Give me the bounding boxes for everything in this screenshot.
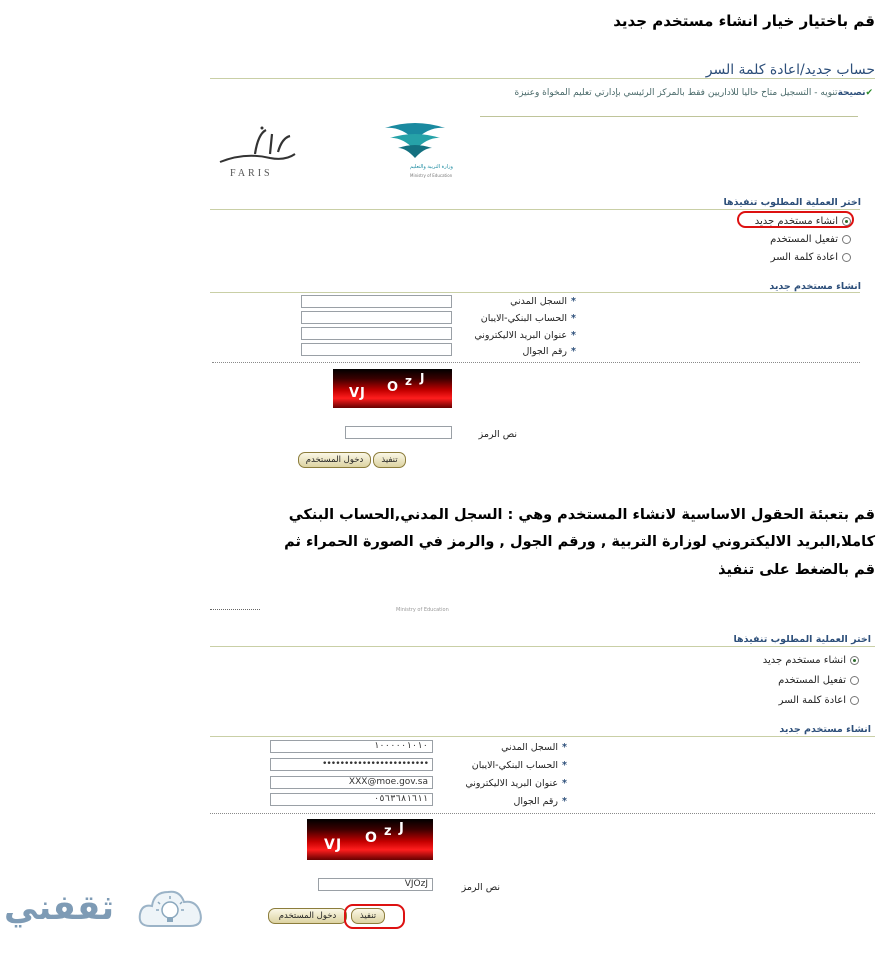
option-reset-password[interactable] — [659, 690, 859, 710]
captcha-char: z — [405, 374, 412, 388]
captcha-image-2 — [307, 819, 433, 860]
instruction-2-line-3: قم بالضغط على تنفيذ — [718, 562, 875, 578]
new-user-section-title-2: انشاء مستخدم جديد — [779, 724, 871, 735]
label-text: رقم الجوال — [522, 346, 568, 357]
option-label: اعادة كلمة السر — [778, 694, 846, 706]
notice — [373, 88, 873, 98]
required-star: * — [571, 346, 576, 357]
captcha-input[interactable]: VJOzJ — [318, 878, 433, 891]
moe-arabic-text: وزارة التربية والتعليم — [410, 164, 453, 170]
civil-id-input-empty[interactable] — [301, 295, 452, 308]
cropped-logo-remnant — [210, 609, 260, 614]
watermark-logo — [0, 880, 210, 945]
label-text: الحساب البنكي-الايبان — [480, 313, 568, 324]
mobile-input[interactable]: ٠٥٦٣٦٨١٦١١ — [270, 793, 433, 806]
captcha-char: V — [349, 386, 360, 401]
highlight-new-user-option — [737, 211, 854, 228]
required-star: * — [571, 313, 576, 324]
option-label: تفعيل المستخدم — [778, 674, 846, 686]
option-label: تفعيل المستخدم — [770, 233, 838, 245]
new-user-divider-2 — [210, 736, 875, 737]
notice-text: تنويه - التسجيل متاح حاليا للاداريين فقط بالمركز الرئيسي بإدارتي تعليم المخواة وعنيزة — [514, 88, 838, 98]
new-user-section-title: انشاء مستخدم جديد — [769, 281, 861, 292]
label-text: رقم الجوال — [513, 796, 559, 807]
dotted-separator — [212, 362, 860, 363]
captcha-char: J — [399, 821, 404, 836]
moe-english-text: Ministry of Education — [410, 173, 453, 178]
label-text: عنوان البريد الاليكتروني — [474, 330, 568, 341]
captcha-char: J — [420, 371, 425, 385]
execute-button[interactable]: تنفيذ — [351, 908, 385, 924]
mobile-label — [437, 796, 567, 807]
radio-button[interactable] — [850, 696, 859, 705]
option-activate-user[interactable] — [651, 230, 851, 248]
iban-label — [437, 760, 567, 771]
choose-section-title-2: اختر العملية المطلوب تنفيذها — [733, 634, 871, 645]
radio-button[interactable] — [842, 235, 851, 244]
dotted-separator-2 — [210, 813, 875, 814]
captcha-char: O — [387, 380, 399, 395]
iban-label — [456, 313, 576, 324]
choose-divider-2 — [210, 646, 875, 647]
required-star: * — [562, 742, 567, 753]
execute-button[interactable]: تنفيذ — [373, 452, 406, 468]
check-icon: ✔ — [865, 88, 873, 98]
required-star: * — [571, 296, 576, 307]
instruction-2-line-2: كاملا,البريد الاليكتروني لوزارة التربية , ورقم الجول , والرمز في الصورة الحمراء ثم — [284, 534, 875, 550]
mobile-input-empty[interactable] — [301, 343, 452, 356]
faris-text: FARIS — [230, 168, 273, 179]
captcha-label: نص الرمز — [461, 882, 500, 893]
radio-button[interactable] — [850, 656, 859, 665]
new-user-divider — [210, 292, 860, 293]
label-text: عنوان البريد الاليكتروني — [465, 778, 559, 789]
cloud-bulb-icon — [136, 882, 206, 942]
email-label — [456, 330, 576, 341]
options-bottom — [659, 650, 859, 710]
civil-id-label — [437, 742, 567, 753]
notice-divider — [480, 116, 858, 117]
option-label: انشاء مستخدم جديد — [754, 215, 838, 227]
captcha-input-empty[interactable] — [345, 426, 452, 439]
user-login-button[interactable]: دخول المستخدم — [298, 452, 371, 468]
radio-button[interactable] — [842, 253, 851, 262]
captcha-char: V — [324, 837, 335, 853]
radio-button[interactable] — [850, 676, 859, 685]
iban-input-empty[interactable] — [301, 311, 452, 324]
label-text: السجل المدني — [510, 296, 568, 307]
email-input-empty[interactable] — [301, 327, 452, 340]
instruction-1: قم باختيار خيار انشاء مستخدم جديد — [613, 12, 875, 30]
captcha-char: J — [336, 837, 342, 853]
option-new-user[interactable] — [659, 650, 859, 670]
notice-label: نصيحة — [837, 88, 866, 98]
option-label: انشاء مستخدم جديد — [762, 654, 846, 666]
civil-id-label — [456, 296, 576, 307]
watermark-brand: ثقفني — [4, 888, 114, 928]
captcha-char: J — [360, 386, 365, 401]
required-star: * — [562, 778, 567, 789]
title-divider — [210, 78, 875, 79]
captcha-char: z — [384, 824, 392, 839]
option-reset-password[interactable] — [651, 248, 851, 266]
mobile-label — [456, 346, 576, 357]
instruction-2-line-1: قم بتعبئة الحقول الاساسية لانشاء المستخدم وهي : السجل المدني,الحساب البنكي — [288, 507, 875, 523]
label-text: الحساب البنكي-الايبان — [471, 760, 559, 771]
required-star: * — [562, 796, 567, 807]
captcha-char: O — [365, 830, 377, 846]
iban-input[interactable]: •••••••••••••••••••••••• — [270, 758, 433, 771]
civil-id-input[interactable]: ١٠٠٠٠٠١٠١٠ — [270, 740, 433, 753]
highlight-execute-button — [344, 904, 405, 929]
captcha-image — [333, 369, 452, 408]
label-text: السجل المدني — [501, 742, 559, 753]
moe-logo — [380, 120, 453, 184]
choose-section-title: اختر العملية المطلوب تنفيذها — [723, 197, 861, 208]
required-star: * — [562, 760, 567, 771]
captcha-label: نص الرمز — [478, 429, 517, 440]
option-label: اعادة كلمة السر — [770, 251, 838, 263]
panel-title: حساب جديد/اعادة كلمة السر — [705, 62, 875, 78]
faris-logo — [210, 124, 300, 184]
required-star: * — [571, 330, 576, 341]
option-activate-user[interactable] — [659, 670, 859, 690]
email-input[interactable]: XXX@moe.gov.sa — [270, 776, 433, 789]
email-label — [437, 778, 567, 789]
choose-divider — [210, 209, 860, 210]
user-login-button[interactable]: دخول المستخدم — [268, 908, 347, 924]
cropped-moe-remnant: Ministry of Education — [396, 607, 449, 613]
